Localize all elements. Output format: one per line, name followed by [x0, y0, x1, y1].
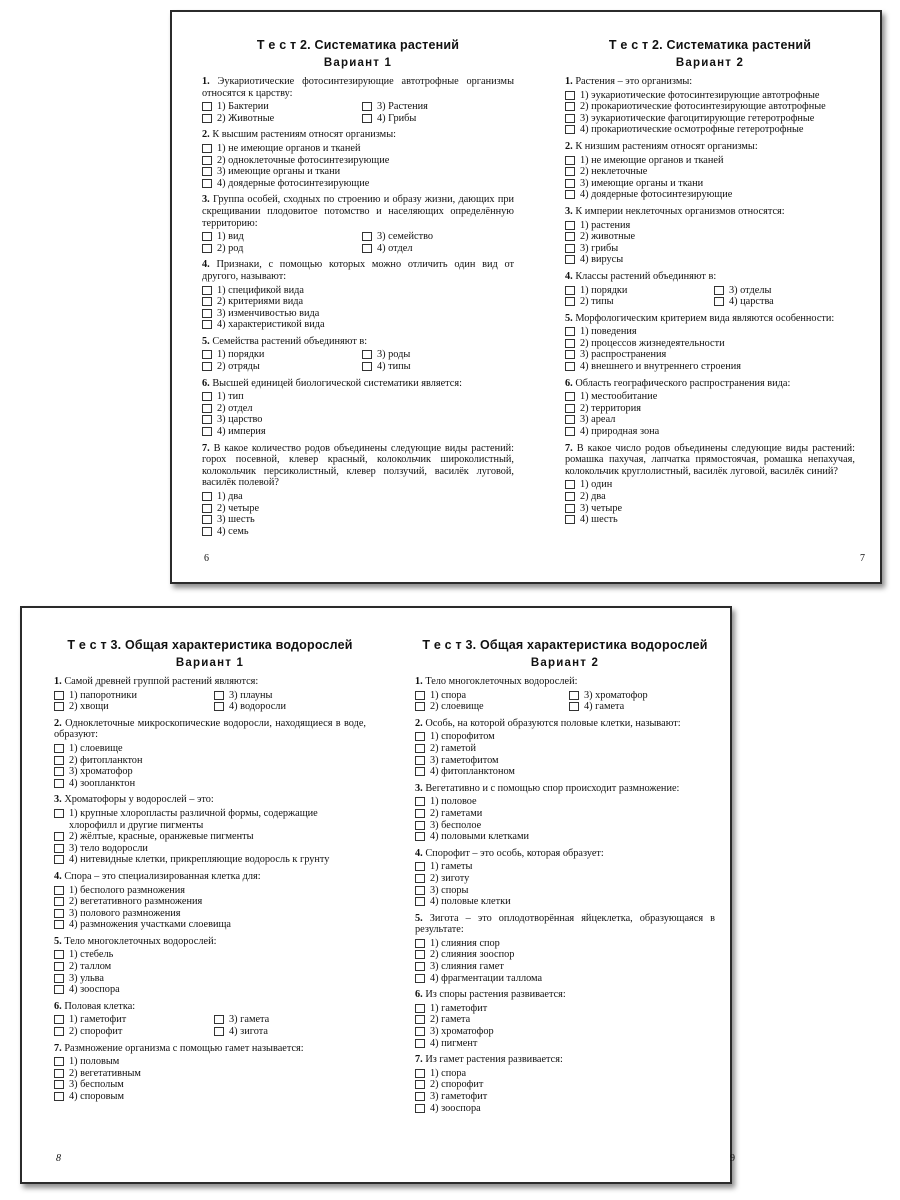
checkbox[interactable]: [54, 702, 64, 711]
checkbox[interactable]: [565, 91, 575, 100]
answer-option[interactable]: 4) зооспора: [54, 984, 366, 996]
answer-option[interactable]: 1) вид: [202, 231, 354, 243]
page-9: [415, 608, 735, 1182]
answer-option[interactable]: 3) распространения: [565, 349, 855, 361]
checkbox[interactable]: [565, 114, 575, 123]
answer-option[interactable]: 3) имеющие органы и ткани: [202, 166, 514, 178]
answer-option[interactable]: 2) гаметой: [415, 743, 715, 755]
answer-option[interactable]: 3) полового размножения: [54, 908, 366, 920]
answer-option[interactable]: 2) процессов жизнедеятельности: [565, 338, 855, 350]
answer-option[interactable]: 1) местообитание: [565, 391, 855, 403]
question-3: 3. Хроматофоры у водорослей – это: 1) крупные хлоропласты различной формы, содержащие хлорофилл и другие пигменты 2) жёлтые, красные, оранжевые пигменты 3) тело водоросли 4) нитевидные клетки, прикрепляющие водоросль к грунту: [54, 794, 366, 866]
checkbox[interactable]: [565, 221, 575, 230]
checkbox[interactable]: [54, 1057, 64, 1066]
answer-option[interactable]: 4) пигмент: [415, 1038, 715, 1050]
answer-option[interactable]: 4) отдел: [362, 243, 514, 255]
checkbox[interactable]: [565, 232, 575, 241]
answer-option[interactable]: 3) споры: [415, 885, 715, 897]
checkbox[interactable]: [54, 886, 64, 895]
checkbox[interactable]: [565, 492, 575, 501]
checkbox[interactable]: [565, 515, 575, 524]
answer-option[interactable]: 4) доядерные фотосинтезирующие: [202, 178, 514, 190]
question-1: 1. Растения – это организмы: 1) эукариотические фотосинтезирующие автотрофные 2) прокариотические фотосинтезирующие автотрофные 3) эукариотические фагоцитирующие гетеротрофные 4) прокариотические осмотрофные гетеротрофные: [565, 76, 855, 136]
checkbox[interactable]: [202, 515, 212, 524]
page-8: [54, 608, 366, 1182]
answer-option[interactable]: 2) слияния зооспор: [415, 949, 715, 961]
answer-option[interactable]: 4) нитевидные клетки, прикрепляющие водоросль к грунту: [54, 854, 366, 866]
question-4: 4. Спора – это специализированная клетка для: 1) бесполого размножения 2) вегетативного размножения 3) полового размножения 4) размножения участками слоевища: [54, 871, 366, 931]
answer-option[interactable]: 4) зоопланктон: [54, 778, 366, 790]
checkbox[interactable]: [54, 897, 64, 906]
checkbox[interactable]: [415, 962, 425, 971]
answer-option[interactable]: 1) спора: [415, 690, 561, 702]
checkbox[interactable]: [214, 702, 224, 711]
checkbox[interactable]: [54, 767, 64, 776]
variant-heading: Вариант 1: [175, 657, 245, 669]
variant-heading: Вариант 2: [675, 57, 745, 69]
checkbox[interactable]: [415, 756, 425, 765]
checkbox[interactable]: [54, 855, 64, 864]
checkbox[interactable]: [54, 1027, 64, 1036]
question-1: 1. Тело многоклеточных водорослей: 1) спора 3) хроматофор 2) слоевище 4) гамета: [415, 676, 715, 713]
answer-option[interactable]: 4) характеристикой вида: [202, 319, 514, 331]
checkbox[interactable]: [565, 190, 575, 199]
question-6: 6. Область географического распространения вида: 1) местообитание 2) территория 3) ареал 4) природная зона: [565, 378, 855, 438]
answer-option[interactable]: 1) один: [565, 479, 855, 491]
page-7: [565, 12, 865, 582]
checkbox[interactable]: [565, 339, 575, 348]
page-number: 9: [730, 1153, 735, 1164]
checkbox[interactable]: [565, 480, 575, 489]
answer-option[interactable]: 3) царство: [202, 414, 514, 426]
checkbox[interactable]: [415, 744, 425, 753]
checkbox[interactable]: [565, 286, 575, 295]
checkbox[interactable]: [569, 691, 579, 700]
answer-option[interactable]: 3) хроматофор: [54, 766, 366, 778]
answer-option[interactable]: 2) отряды: [202, 361, 354, 373]
checkbox[interactable]: [362, 102, 372, 111]
checkbox[interactable]: [54, 950, 64, 959]
answer-option[interactable]: 4) водоросли: [214, 701, 366, 713]
answer-option[interactable]: 2) четыре: [202, 503, 514, 515]
question-5: 5. Зигота – это оплодотворённая яйцеклетка, образующаяся в результате: 1) слияния спор 2) слияния зооспор 3) слияния гамет 4) фрагментации таллома: [415, 912, 715, 984]
question-3: 3. Группа особей, сходных по строению и образу жизни, дающих при скрещивании плодовитое потомство и населяющих определённую территорию: 1) вид 3) семейство 2) род 4) отдел: [202, 194, 515, 254]
answer-option[interactable]: 1) гаметофит: [415, 1003, 715, 1015]
checkbox[interactable]: [565, 392, 575, 401]
question-2: 2. К низшим растениям относят организмы: 1) не имеющие органов и тканей 2) неклеточные 3) имеющие органы и ткани 4) доядерные фотосинтезирующие: [565, 141, 855, 201]
checkbox[interactable]: [415, 862, 425, 871]
checkbox[interactable]: [565, 350, 575, 359]
answer-option[interactable]: 1) не имеющие органов и тканей: [565, 155, 855, 167]
answer-option[interactable]: 4) империя: [202, 426, 514, 438]
answer-option[interactable]: 1) стебель: [54, 949, 366, 961]
answer-option[interactable]: 3) четыре: [565, 503, 855, 515]
answer-option[interactable]: 1) папоротники: [54, 690, 206, 702]
answer-option[interactable]: 2) вегетативным: [54, 1068, 366, 1080]
question-2: 2. Особь, на которой образуются половые клетки, называют: 1) спорофитом 2) гаметой 3) гаметофитом 4) фитопланктоном: [415, 718, 715, 778]
answer-option[interactable]: 1) не имеющие органов и тканей: [202, 143, 514, 155]
answer-option[interactable]: 3) ареал: [565, 414, 855, 426]
answer-option[interactable]: 2) Животные: [202, 113, 354, 125]
checkbox[interactable]: [202, 362, 212, 371]
checkbox[interactable]: [565, 102, 575, 111]
answer-option[interactable]: 3) плауны: [214, 690, 366, 702]
answer-option[interactable]: 1) слияния спор: [415, 938, 715, 950]
page-number: 6: [204, 553, 209, 564]
answer-option[interactable]: 4) фрагментации таллома: [415, 973, 715, 985]
answer-option[interactable]: 3) имеющие органы и ткани: [565, 178, 855, 190]
answer-option[interactable]: 1) порядки: [565, 285, 706, 297]
checkbox[interactable]: [415, 950, 425, 959]
checkbox[interactable]: [202, 114, 212, 123]
answer-option[interactable]: 3) Растения: [362, 101, 514, 113]
answer-option[interactable]: 4) половые клетки: [415, 896, 715, 908]
checkbox[interactable]: [202, 320, 212, 329]
answer-option[interactable]: 1) Бактерии: [202, 101, 354, 113]
answer-option[interactable]: 1) спецификой вида: [202, 285, 514, 297]
answer-option[interactable]: 1) спора: [415, 1068, 715, 1080]
checkbox[interactable]: [565, 297, 575, 306]
question-4: 4. Признаки, с помощью которых можно отличить один вид от другого, называют: 1) спецификой вида 2) критериями вида 3) изменчивостью вида 4) характеристикой вида: [202, 259, 515, 331]
answer-option[interactable]: 4) прокариотические осмотрофные гетеротрофные: [565, 124, 855, 136]
answer-option[interactable]: 2) таллом: [54, 961, 366, 973]
checkbox[interactable]: [362, 244, 372, 253]
answer-option[interactable]: 1) слоевище: [54, 743, 366, 755]
checkbox[interactable]: [415, 1004, 425, 1013]
answer-option[interactable]: 3) тело водоросли: [54, 843, 366, 855]
checkbox[interactable]: [415, 1027, 425, 1036]
checkbox[interactable]: [415, 939, 425, 948]
checkbox[interactable]: [202, 504, 212, 513]
answer-option[interactable]: 1) поведения: [565, 326, 855, 338]
page-number: 8: [56, 1153, 61, 1164]
test-title: Т е с т 2. Систематика растений: [608, 38, 812, 52]
answer-option[interactable]: 4) размножения участками слоевища: [54, 919, 366, 931]
checkbox[interactable]: [54, 1015, 64, 1024]
answer-option[interactable]: 3) шесть: [202, 514, 514, 526]
checkbox[interactable]: [202, 309, 212, 318]
answer-option[interactable]: 2) неклеточные: [565, 166, 855, 178]
answer-option[interactable]: 2) гаметами: [415, 808, 715, 820]
question-7: 7. Размножение организма с помощью гамет называется: 1) половым 2) вегетативным 3) бесполым 4) споровым: [54, 1043, 366, 1103]
answer-option[interactable]: 4) природная зона: [565, 426, 855, 438]
answer-option[interactable]: 3) гаметофит: [415, 1091, 715, 1103]
checkbox[interactable]: [565, 156, 575, 165]
checkbox[interactable]: [54, 844, 64, 853]
answer-option[interactable]: 2) типы: [565, 296, 706, 308]
question-5: 5. Тело многоклеточных водорослей: 1) стебель 2) таллом 3) ульва 4) зооспора: [54, 936, 366, 996]
checkbox[interactable]: [415, 832, 425, 841]
answer-option[interactable]: 2) фитопланктон: [54, 755, 366, 767]
answer-option[interactable]: 4) гамета: [569, 701, 715, 713]
answer-option[interactable]: 1) гаметофит: [54, 1014, 206, 1026]
checkbox[interactable]: [202, 102, 212, 111]
answer-option[interactable]: 1) тип: [202, 391, 514, 403]
answer-option[interactable]: 3) ульва: [54, 973, 366, 985]
checkbox[interactable]: [54, 832, 64, 841]
checkbox[interactable]: [214, 1027, 224, 1036]
checkbox[interactable]: [202, 144, 212, 153]
answer-option[interactable]: 2) спорофит: [415, 1079, 715, 1091]
question-1: 1. Эукариотические фотосинтезирующие автотрофные организмы относятся к царству: 1) Бактерии 3) Растения 2) Животные 4) Грибы: [202, 76, 514, 124]
checkbox[interactable]: [565, 504, 575, 513]
checkbox[interactable]: [714, 286, 724, 295]
question-3: 3. К империи неклеточных организмов относятся: 1) растения 2) животные 3) грибы 4) вирусы: [565, 206, 855, 266]
checkbox[interactable]: [54, 809, 64, 818]
answer-option[interactable]: 1) крупные хлоропласты различной формы, содержащие хлорофилл и другие пигменты: [54, 808, 366, 831]
checkbox[interactable]: [415, 974, 425, 983]
test-title: Т е с т 3. Общая характеристика водорослей: [67, 638, 353, 652]
page-number: 7: [860, 553, 865, 564]
answer-option[interactable]: 1) гаметы: [415, 861, 715, 873]
answer-option[interactable]: 4) зигота: [214, 1026, 366, 1038]
answer-option[interactable]: 1) половое: [415, 796, 715, 808]
checkbox[interactable]: [565, 404, 575, 413]
checkbox[interactable]: [202, 297, 212, 306]
question-5: 5. Морфологическим критерием вида являются особенности: 1) поведения 2) процессов жизнедеятельности 3) распространения 4) внешнего и внутреннего строения: [565, 313, 855, 373]
answer-option[interactable]: 2) одноклеточные фотосинтезирующие: [202, 155, 514, 167]
checkbox[interactable]: [202, 350, 212, 359]
answer-option[interactable]: 4) шесть: [565, 514, 855, 526]
checkbox[interactable]: [565, 415, 575, 424]
answer-option[interactable]: 4) внешнего и внутреннего строения: [565, 361, 855, 373]
answer-option[interactable]: 3) эукариотические фагоцитирующие гетеротрофные: [565, 113, 855, 125]
checkbox[interactable]: [202, 404, 212, 413]
answer-option[interactable]: 2) спорофит: [54, 1026, 206, 1038]
answer-option[interactable]: 1) бесполого размножения: [54, 885, 366, 897]
checkbox[interactable]: [54, 744, 64, 753]
checkbox[interactable]: [54, 920, 64, 929]
answer-option[interactable]: 3) бесполое: [415, 820, 715, 832]
checkbox[interactable]: [565, 427, 575, 436]
checkbox[interactable]: [415, 691, 425, 700]
checkbox[interactable]: [202, 232, 212, 241]
checkbox[interactable]: [54, 1092, 64, 1101]
question-3: 3. Вегетативно и с помощью спор происходит размножение: 1) половое 2) гаметами 3) бесполое 4) половыми клетками: [415, 783, 715, 843]
checkbox[interactable]: [415, 1039, 425, 1048]
checkbox[interactable]: [202, 156, 212, 165]
checkbox[interactable]: [202, 286, 212, 295]
checkbox[interactable]: [415, 1080, 425, 1089]
answer-option[interactable]: 4) фитопланктоном: [415, 766, 715, 778]
checkbox[interactable]: [415, 767, 425, 776]
question-7: 7. В какое число родов объединены следующие виды растений: ромашка пахучая, лапчатка прямостоячая, ромашка непахучая, колокольчик круглолистный, василёк луговой, василёк синий? 1) один 2) два 3) четыре 4) шесть: [565, 442, 855, 526]
answer-option[interactable]: 2) гамета: [415, 1014, 715, 1026]
checkbox[interactable]: [54, 974, 64, 983]
question-7: 7. В какое количество родов объединены следующие виды растений: горох посевной, клевер красный, колокольчик широколистный, колокольчик персиколистный, клевер ползучий, василёк луговой, василёк полевой? 1) два 2) четыре 3) шесть 4) семь: [202, 442, 514, 537]
checkbox[interactable]: [362, 362, 372, 371]
answer-option[interactable]: 2) критериями вида: [202, 296, 514, 308]
answer-option[interactable]: 4) типы: [362, 361, 514, 373]
answer-option[interactable]: 1) два: [202, 491, 514, 503]
answer-option[interactable]: 3) гаметофитом: [415, 755, 715, 767]
question-5: 5. Семейства растений объединяют в: 1) порядки 3) роды 2) отряды 4) типы: [202, 336, 514, 373]
test-title: Т е с т 3. Общая характеристика водорослей: [422, 638, 708, 652]
answer-option[interactable]: 4) зооспора: [415, 1103, 715, 1115]
checkbox[interactable]: [415, 797, 425, 806]
checkbox[interactable]: [565, 167, 575, 176]
answer-option[interactable]: 3) хроматофор: [415, 1026, 715, 1038]
answer-option[interactable]: 1) порядки: [202, 349, 354, 361]
checkbox[interactable]: [565, 244, 575, 253]
checkbox[interactable]: [54, 1069, 64, 1078]
answer-option[interactable]: 2) жёлтые, красные, оранжевые пигменты: [54, 831, 366, 843]
answer-option[interactable]: 3) отделы: [714, 285, 855, 297]
checkbox[interactable]: [415, 732, 425, 741]
checkbox[interactable]: [565, 255, 575, 264]
answer-option[interactable]: 4) царства: [714, 296, 855, 308]
checkbox[interactable]: [415, 874, 425, 883]
checkbox[interactable]: [202, 415, 212, 424]
question-6: 6. Половая клетка: 1) гаметофит 3) гамета 2) спорофит 4) зигота: [54, 1001, 366, 1038]
test-title: Т е с т 2. Систематика растений: [256, 38, 460, 52]
checkbox[interactable]: [54, 1080, 64, 1089]
checkbox[interactable]: [202, 244, 212, 253]
question-4: 4. Спорофит – это особь, которая образует: 1) гаметы 2) зиготу 3) споры 4) половые клетки: [415, 848, 715, 908]
checkbox[interactable]: [565, 125, 575, 134]
answer-option[interactable]: 3) бесполым: [54, 1079, 366, 1091]
answer-option[interactable]: 3) роды: [362, 349, 514, 361]
answer-option[interactable]: 2) территория: [565, 403, 855, 415]
answer-option[interactable]: 3) семейство: [362, 231, 514, 243]
answer-option[interactable]: 4) доядерные фотосинтезирующие: [565, 189, 855, 201]
checkbox[interactable]: [415, 897, 425, 906]
checkbox[interactable]: [569, 702, 579, 711]
variant-heading: Вариант 2: [530, 657, 600, 669]
book-spread-test-3: [20, 606, 735, 1184]
answer-option[interactable]: 2) прокариотические фотосинтезирующие автотрофные: [565, 101, 855, 113]
checkbox[interactable]: [415, 809, 425, 818]
checkbox[interactable]: [54, 962, 64, 971]
answer-option[interactable]: 2) вегетативного размножения: [54, 896, 366, 908]
checkbox[interactable]: [202, 167, 212, 176]
variant-heading: Вариант 1: [323, 57, 393, 69]
answer-option[interactable]: 2) два: [565, 491, 855, 503]
question-7: 7. Из гамет растения развивается: 1) спора 2) спорофит 3) гаметофит 4) зооспора: [415, 1054, 715, 1114]
question-6: 6. Высшей единицей биологической систематики является: 1) тип 2) отдел 3) царство 4) империя: [202, 378, 514, 438]
checkbox[interactable]: [362, 350, 372, 359]
checkbox[interactable]: [415, 1015, 425, 1024]
checkbox[interactable]: [415, 1069, 425, 1078]
answer-option[interactable]: 1) половым: [54, 1056, 366, 1068]
checkbox[interactable]: [214, 1015, 224, 1024]
answer-option[interactable]: 2) хвощи: [54, 701, 206, 713]
checkbox[interactable]: [415, 702, 425, 711]
answer-option[interactable]: 3) грибы: [565, 243, 855, 255]
answer-option[interactable]: 1) эукариотические фотосинтезирующие автотрофные: [565, 90, 855, 102]
question-1: 1. Самой древней группой растений являются: 1) папоротники 3) плауны 2) хвощи 4) водоросли: [54, 676, 366, 713]
checkbox[interactable]: [54, 909, 64, 918]
answer-option[interactable]: 4) вирусы: [565, 254, 855, 266]
book-spread-test-2: [170, 10, 882, 584]
question-4: 4. Классы растений объединяют в: 1) порядки 3) отделы 2) типы 4) царства: [565, 271, 855, 308]
question-2: 2. К высшим растениям относят организмы: 1) не имеющие органов и тканей 2) одноклеточные фотосинтезирующие 3) имеющие органы и ткани 4) доядерные фотосинтезирующие: [202, 129, 514, 189]
answer-option[interactable]: 2) животные: [565, 231, 855, 243]
answer-option[interactable]: 4) Грибы: [362, 113, 514, 125]
checkbox[interactable]: [54, 756, 64, 765]
checkbox[interactable]: [565, 179, 575, 188]
answer-option[interactable]: 3) слияния гамет: [415, 961, 715, 973]
checkbox[interactable]: [202, 392, 212, 401]
checkbox[interactable]: [202, 527, 212, 536]
checkbox[interactable]: [202, 427, 212, 436]
question-6: 6. Из споры растения развивается: 1) гаметофит 2) гамета 3) хроматофор 4) пигмент: [415, 989, 715, 1049]
checkbox[interactable]: [415, 821, 425, 830]
answer-option[interactable]: 3) хроматофор: [569, 690, 715, 702]
answer-option[interactable]: 4) семь: [202, 526, 514, 538]
answer-option[interactable]: 1) растения: [565, 220, 855, 232]
checkbox[interactable]: [415, 886, 425, 895]
checkbox[interactable]: [415, 1104, 425, 1113]
checkbox[interactable]: [714, 297, 724, 306]
answer-option[interactable]: 2) отдел: [202, 403, 514, 415]
answer-option[interactable]: 4) половыми клетками: [415, 831, 715, 843]
checkbox[interactable]: [202, 179, 212, 188]
page-6: [202, 12, 514, 582]
checkbox[interactable]: [565, 327, 575, 336]
checkbox[interactable]: [565, 362, 575, 371]
answer-option[interactable]: 2) род: [202, 243, 354, 255]
answer-option[interactable]: 4) споровым: [54, 1091, 366, 1103]
checkbox[interactable]: [54, 779, 64, 788]
checkbox[interactable]: [54, 985, 64, 994]
answer-option[interactable]: 1) спорофитом: [415, 731, 715, 743]
answer-option[interactable]: 3) изменчивостью вида: [202, 308, 514, 320]
checkbox[interactable]: [362, 232, 372, 241]
question-2: 2. Одноклеточные микроскопические водоросли, находящиеся в воде, образуют: 1) слоевище 2) фитопланктон 3) хроматофор 4) зоопланктон: [54, 717, 366, 789]
answer-option[interactable]: 2) слоевище: [415, 701, 561, 713]
answer-option[interactable]: 2) зиготу: [415, 873, 715, 885]
checkbox[interactable]: [362, 114, 372, 123]
checkbox[interactable]: [214, 691, 224, 700]
answer-option[interactable]: 3) гамета: [214, 1014, 366, 1026]
checkbox[interactable]: [54, 691, 64, 700]
checkbox[interactable]: [415, 1092, 425, 1101]
checkbox[interactable]: [202, 492, 212, 501]
